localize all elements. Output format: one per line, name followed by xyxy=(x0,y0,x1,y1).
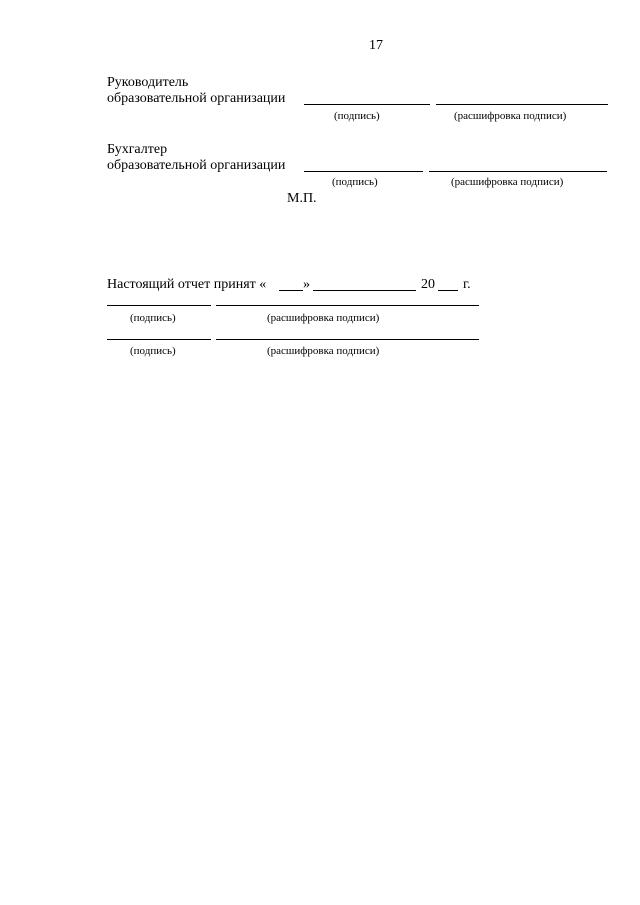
accountant-signature-line[interactable] xyxy=(304,171,423,172)
head-signature-caption: (подпись) xyxy=(334,110,380,122)
acceptance-row2-decoding-caption: (расшифровка подписи) xyxy=(267,345,380,357)
acceptance-month-line[interactable] xyxy=(313,290,416,291)
acceptance-row1-decoding-caption: (расшифровка подписи) xyxy=(267,312,380,324)
accountant-decoding-caption: (расшифровка подписи) xyxy=(451,176,564,188)
acceptance-year-suffix: г. xyxy=(463,277,471,292)
acceptance-row2-decoding-line[interactable] xyxy=(216,339,479,340)
acceptance-year-line[interactable] xyxy=(438,290,458,291)
acceptance-row2-signature-caption: (подпись) xyxy=(130,345,176,357)
accountant-decoding-line[interactable] xyxy=(429,171,607,172)
accountant-org-label: образовательной организации xyxy=(107,158,286,173)
accountant-signature-caption: (подпись) xyxy=(332,176,378,188)
head-decoding-caption: (расшифровка подписи) xyxy=(454,110,567,122)
stamp-label: М.П. xyxy=(287,191,317,206)
acceptance-day-line[interactable] xyxy=(279,290,303,291)
head-title: Руководитель xyxy=(107,75,189,90)
acceptance-row1-signature-line[interactable] xyxy=(107,305,211,306)
acceptance-quote-close: » xyxy=(303,277,310,292)
page-number: 17 xyxy=(369,38,383,53)
acceptance-row2-signature-line[interactable] xyxy=(107,339,211,340)
head-org-label: образовательной организации xyxy=(107,91,286,106)
acceptance-text-prefix: Настоящий отчет принят « xyxy=(107,277,267,292)
accountant-title: Бухгалтер xyxy=(107,142,168,157)
head-decoding-line[interactable] xyxy=(436,104,608,105)
acceptance-row1-signature-caption: (подпись) xyxy=(130,312,176,324)
acceptance-year-prefix: 20 xyxy=(421,277,435,292)
acceptance-row1-decoding-line[interactable] xyxy=(216,305,479,306)
head-signature-line[interactable] xyxy=(304,104,430,105)
